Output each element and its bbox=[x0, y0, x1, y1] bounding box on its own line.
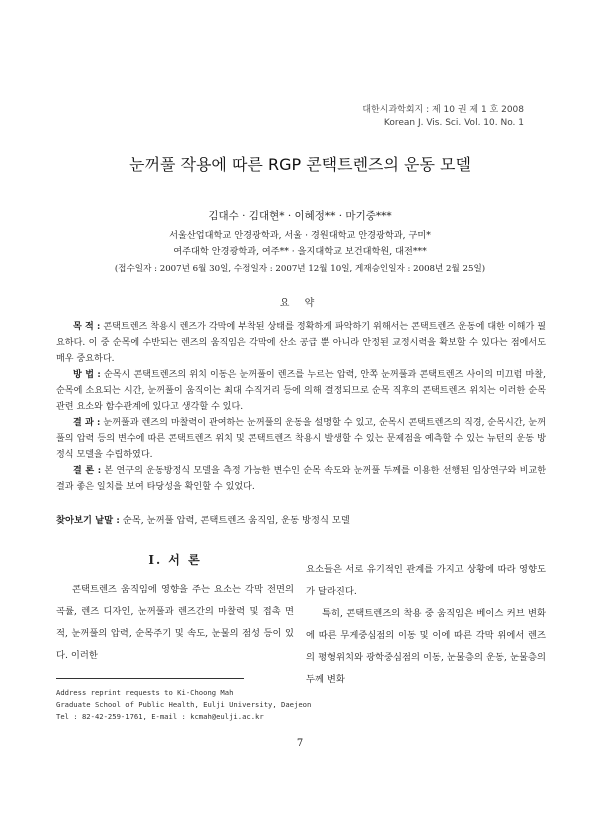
result-label: 결 과 : bbox=[73, 417, 101, 428]
keywords-value: 순목, 눈꺼풀 압력, 콘택트렌즈 움직임, 운동 방정식 모델 bbox=[122, 515, 350, 526]
purpose-label: 목 적 : bbox=[73, 321, 101, 332]
author-list: 김대수 · 김대현* · 이혜정** · 마기중*** bbox=[208, 210, 392, 222]
method-text: 순목시 콘택트렌즈의 위치 이동은 눈꺼풀이 렌즈를 누르는 압력, 안쪽 눈꺼풀과 콘택트렌즈 사이의 미끄럼 마찰, 순목에 소요되는 시간, 눈꺼풀이 움직이는 최대 수직거리 등에 의해 결정되므로 순목 직후의 콘택트렌즈 위치는 이러한 순목 관련 요소와 함수관계에 있다고 생각할 수 있다. bbox=[56, 370, 546, 412]
abstract-result bbox=[56, 415, 546, 463]
section-title-introduction: Ⅰ. 서 론 bbox=[148, 553, 202, 567]
page-number: 7 bbox=[296, 738, 304, 749]
keywords bbox=[56, 512, 546, 526]
purpose-text: 콘택트렌즈 착용시 렌즈가 각막에 부착된 상태를 정확하게 파악하기 위해서는 콘택트렌즈 운동에 대한 이해가 필요하다. 이 중 순목에 수반되는 렌즈의 움직임은 각막에 산소 공급 뿐 아니라 안정된 교정시력을 확보할 수 있다는 점에서도 매우 중요하다. bbox=[56, 322, 546, 364]
abstract-heading: 요 약 bbox=[279, 298, 321, 309]
intro-right-paragraph-2: 특히, 콘택트렌즈의 착용 중 움직임은 베이스 커브 변화에 따른 무게중심점의 이동 및 이에 따른 각막 위에서 렌즈의 평형위치와 광학중심점의 이동, 눈물층의 운동, 눈물층의 두께 변화 bbox=[306, 608, 546, 685]
abstract-purpose bbox=[56, 319, 546, 367]
conclusion-label: 결 론 : bbox=[73, 465, 102, 476]
affiliation-line-1: 서울산업대학교 안경광학과, 서울 · 경원대학교 안경광학과, 구미* bbox=[169, 230, 431, 241]
paper-title: 눈꺼풀 작용에 따른 RGP 콘택트렌즈의 운동 모델 bbox=[129, 155, 471, 174]
intro-right-paragraph-1: 요소들은 서로 유기적인 관계를 가지고 상황에 따라 영향도가 달라진다. bbox=[306, 564, 546, 597]
keywords-label: 찾아보기 낱말 : bbox=[56, 515, 120, 526]
journal-citation-en: Korean J. Vis. Sci. Vol. 10. No. 1 bbox=[383, 118, 524, 128]
footnote-line-3: Tel : 82-42-259-1761, E-mail : kcmah@eulji.ac.kr bbox=[56, 712, 264, 721]
conclusion-text: 본 연구의 운동방정식 모델을 측정 가능한 변수인 순목 속도와 눈꺼풀 두께를 이용한 선행된 임상연구와 비교한 결과 좋은 일치를 보여 타당성을 확인할 수 있었다. bbox=[56, 466, 546, 492]
affiliation-line-2: 여주대학 안경광학과, 여주** · 을지대학교 보건대학원, 대전*** bbox=[173, 246, 427, 257]
intro-left-paragraph: 콘택트렌즈 움직임에 영향을 주는 요소는 각막 전면의 곡률, 렌즈 디자인, 눈꺼풀과 렌즈간의 마찰력 및 접촉 면적, 눈꺼풀의 압력, 순목주기 및 속도, 눈물의 점성 등이 있다. 이러한 bbox=[56, 584, 294, 661]
footnote-line-2: Graduate School of Public Health, Eulji University, Daejeon bbox=[56, 700, 312, 709]
footnote-line-1: Address reprint requests to Ki-Choong Mah bbox=[56, 688, 234, 697]
abstract-conclusion bbox=[56, 463, 546, 495]
intro-right-column bbox=[306, 559, 546, 691]
footnote-divider bbox=[56, 678, 244, 679]
intro-left-column bbox=[56, 579, 294, 667]
journal-citation-ko: 대한시과학회지 : 제 10 권 제 1 호 2008 bbox=[362, 105, 524, 115]
journal-citation bbox=[362, 104, 524, 130]
footnote bbox=[56, 687, 311, 723]
abstract-method bbox=[56, 367, 546, 415]
method-label: 방 법 : bbox=[73, 369, 101, 380]
result-text: 눈꺼풀과 렌즈의 마찰력이 관여하는 눈꺼풀의 운동을 설명할 수 있고, 순목시 콘택트렌즈의 직경, 순목시간, 눈꺼풀의 압력 등의 변수에 따른 콘택트렌즈 위치 및 콘택트렌즈 착용시 발생할 수 있는 문제점을 예측할 수 있는 뉴턴의 운동 방정식 모델을 수립하였다. bbox=[56, 418, 546, 460]
submission-dates: (접수일자 : 2007년 6월 30일, 수정일자 : 2007년 12월 10일, 게재승인일자 : 2008년 2월 25일) bbox=[114, 264, 486, 274]
abstract bbox=[56, 319, 546, 495]
